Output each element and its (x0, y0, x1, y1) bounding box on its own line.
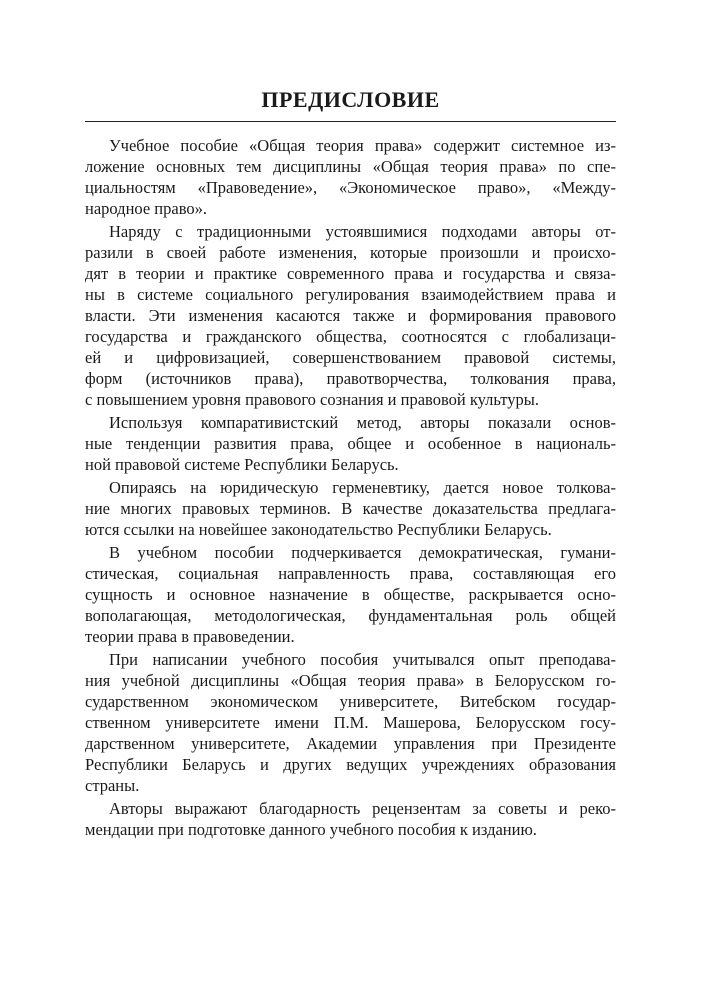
preface-body (85, 135, 616, 840)
text-line: Опираясь на юридическую герменевтику, дается новое толкова- (109, 478, 616, 497)
text-line: ственном университете имени П.М. Машерова, Белорусском госу- (85, 713, 616, 732)
paragraph (85, 221, 616, 410)
text-line: народное право». (85, 199, 208, 218)
text-line: теории права в правоведении. (85, 627, 295, 646)
text-line: ются ссылки на новейшее законодательство Республики Беларусь. (85, 520, 552, 539)
text-line: сударственном экономическом университете, Витебском государ- (85, 692, 616, 711)
text-line: При написании учебного пособия учитывался опыт преподава- (109, 650, 616, 669)
text-line: вополагающая, методологическая, фундаментальная роль общей (85, 606, 616, 625)
text-line: форм (источников права), правотворчества, толкования права, (85, 369, 616, 388)
text-line: ной правовой системе Республики Беларусь. (85, 455, 399, 474)
text-line: Используя компаративистский метод, авторы показали основ- (109, 413, 616, 432)
text-line: мендации при подготовке данного учебного пособия к изданию. (85, 820, 537, 839)
paragraph (85, 649, 616, 796)
text-line: ей и цифровизацией, совершенствованием правовой системы, (85, 348, 616, 367)
text-line: страны. (85, 776, 140, 795)
text-line: дят в теории и практике современного права и государства и связа- (85, 264, 616, 283)
text-line: власти. Эти изменения касаются также и формирования правового (85, 306, 616, 325)
text-line: ния учебной дисциплины «Общая теория права» в Белорусском го- (85, 671, 616, 690)
text-line: Учебное пособие «Общая теория права» содержит системное из- (109, 136, 616, 155)
text-line: Республики Беларусь и других ведущих учреждениях образования (85, 755, 616, 774)
text-line: В учебном пособии подчеркивается демократическая, гумани- (109, 543, 616, 562)
text-line: с повышением уровня правового сознания и правовой культуры. (85, 390, 539, 409)
text-line: Наряду с традиционными устоявшимися подходами авторы от- (109, 222, 616, 241)
paragraph (85, 135, 616, 219)
text-line: сущность и основное назначение в обществе, раскрывается осно- (85, 585, 616, 604)
text-line: дарственном университете, Академии управления при Президенте (85, 734, 616, 753)
text-line: ны в системе социального регулирования взаимодействием права и (85, 285, 616, 304)
text-line: Авторы выражают благодарность рецензентам за советы и реко- (109, 799, 616, 818)
page-title: ПРЕДИСЛОВИЕ (261, 87, 440, 112)
text-line: государства и гражданского общества, соотносятся с глобализаци- (85, 327, 616, 346)
paragraph (85, 412, 616, 475)
paragraph (85, 542, 616, 647)
text-line: стическая, социальная направленность права, составляющая его (85, 564, 616, 583)
title-divider (85, 121, 616, 122)
text-line: ние многих правовых терминов. В качестве доказательства предлага- (85, 499, 616, 518)
text-line: ложение основных тем дисциплины «Общая теория права» по спе- (85, 157, 616, 176)
paragraph (85, 477, 616, 540)
text-line: циальностям «Правоведение», «Экономическое право», «Между- (85, 178, 616, 197)
text-line: ные тенденции развития права, общее и особенное в националь- (85, 434, 616, 453)
paragraph (85, 798, 616, 840)
text-line: разили в своей работе изменения, которые произошли и происхо- (85, 243, 616, 262)
